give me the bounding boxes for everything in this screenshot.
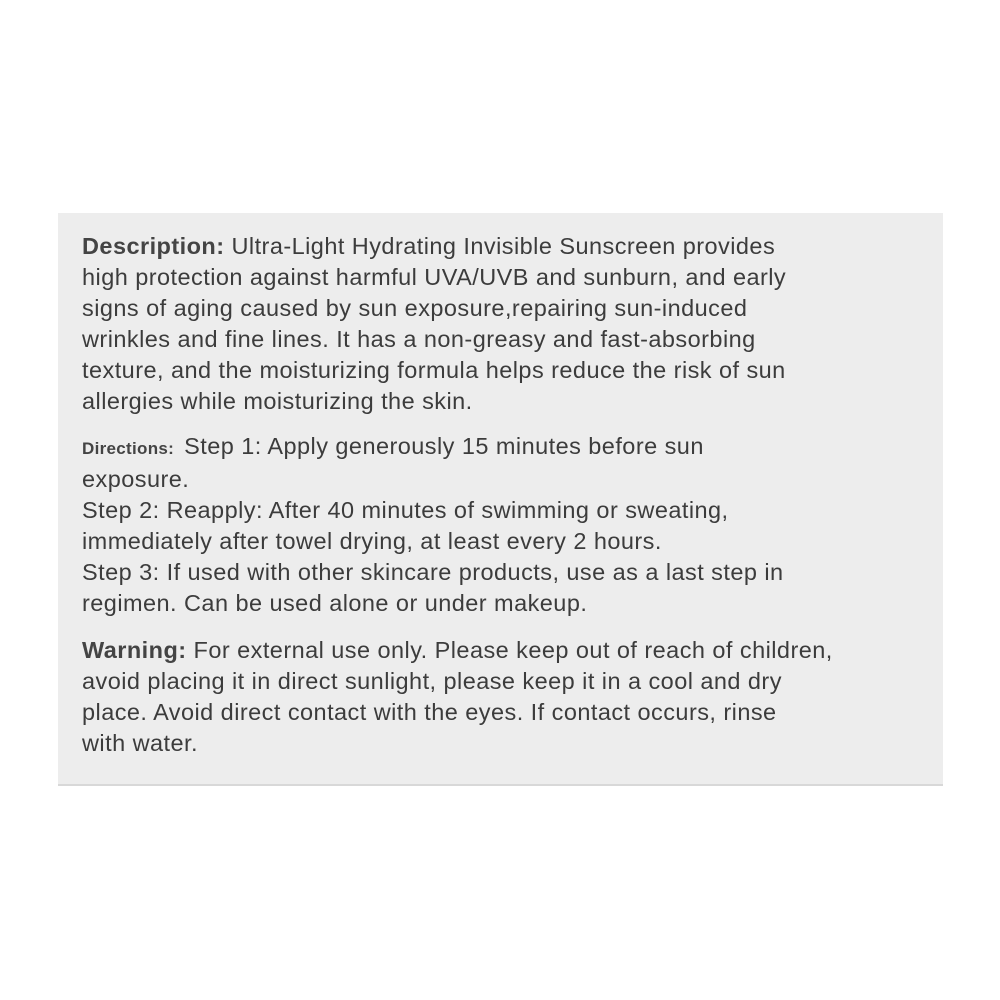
- warning-line: place. Avoid direct contact with the eyes. If contact occurs, rinse: [82, 699, 777, 725]
- warning-section: [82, 635, 933, 759]
- directions-line: exposure.: [82, 466, 190, 492]
- description-line: Ultra-Light Hydrating Invisible Sunscreen provides: [224, 233, 776, 259]
- warning-line: avoid placing it in direct sunlight, please keep it in a cool and dry: [82, 668, 782, 694]
- directions-line: Step 2: Reapply: After 40 minutes of swimming or sweating,: [82, 497, 729, 523]
- directions-line: Step 1: Apply generously 15 minutes before sun: [184, 433, 704, 459]
- description-line: high protection against harmful UVA/UVB and sunburn, and early: [82, 264, 787, 290]
- product-label-panel: [58, 213, 943, 786]
- directions-line: regimen. Can be used alone or under makeup.: [82, 590, 588, 616]
- description-line: texture, and the moisturizing formula helps reduce the risk of sun: [82, 357, 786, 383]
- description-line: wrinkles and fine lines. It has a non-greasy and fast-absorbing: [82, 326, 756, 352]
- description-line: allergies while moisturizing the skin.: [82, 388, 473, 414]
- description-label: Description:: [82, 233, 225, 259]
- directions-line: Step 3: If used with other skincare products, use as a last step in: [82, 559, 784, 585]
- directions-label: Directions:: [82, 439, 175, 458]
- directions-line: immediately after towel drying, at least every 2 hours.: [82, 528, 662, 554]
- description-section: [82, 231, 933, 417]
- description-line: signs of aging caused by sun exposure,repairing sun-induced: [82, 295, 748, 321]
- warning-line: with water.: [82, 730, 198, 756]
- warning-line: For external use only. Please keep out of reach of children,: [186, 637, 833, 663]
- warning-label: Warning:: [82, 637, 187, 663]
- directions-section: [82, 431, 933, 619]
